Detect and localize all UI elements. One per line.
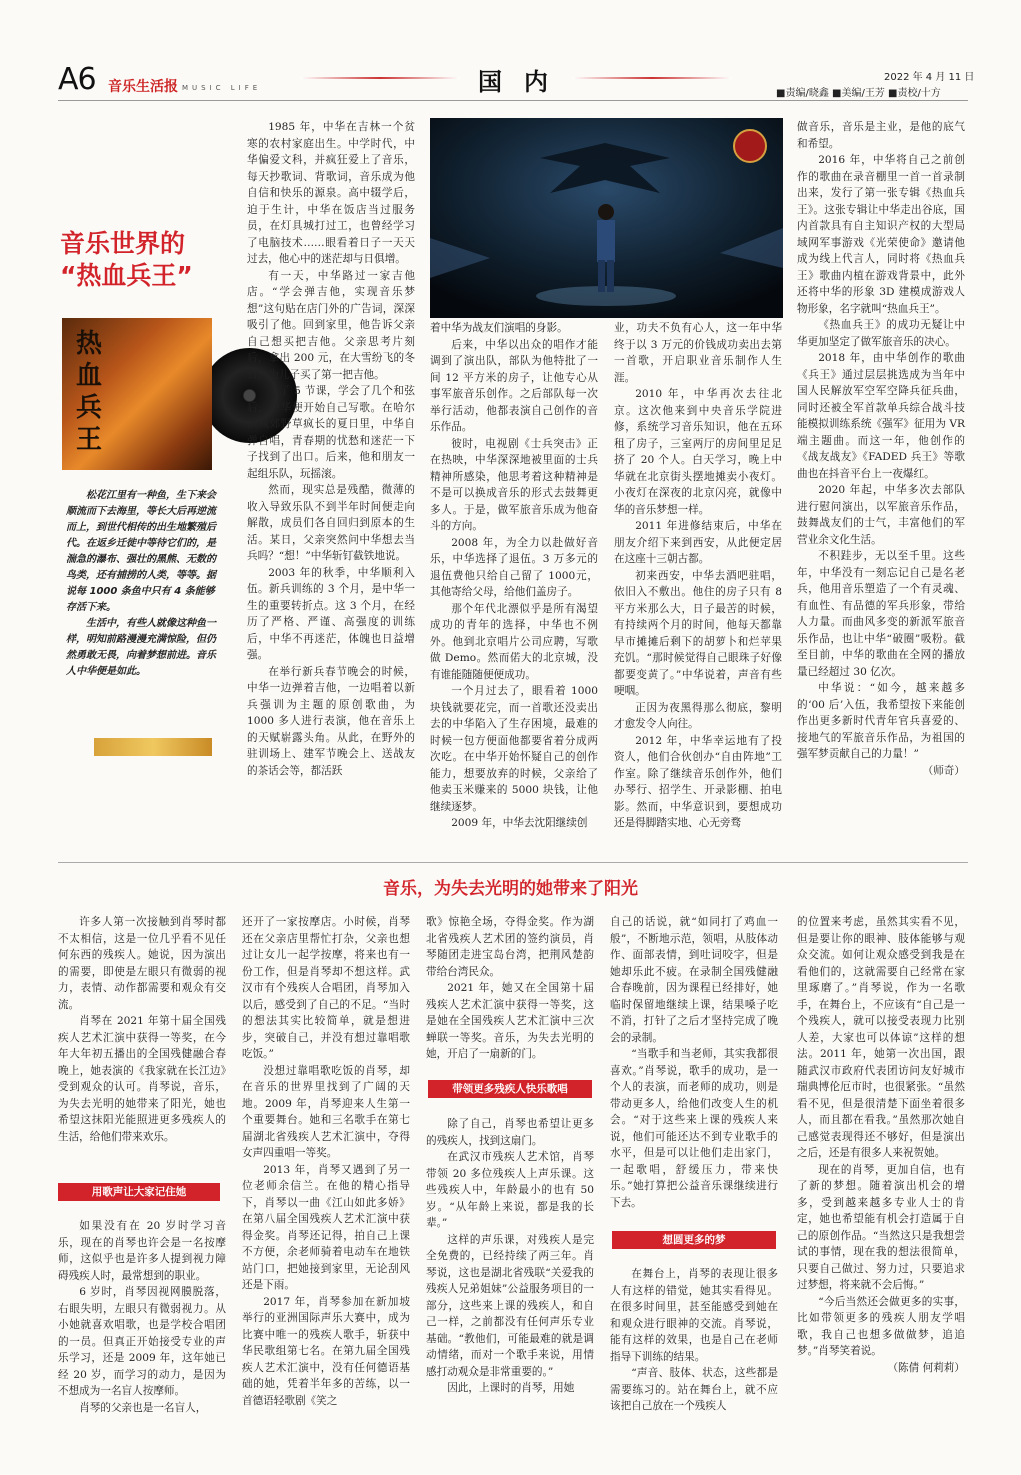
article1-signature: （师奇） [922, 764, 965, 777]
stage-performance-photo [430, 118, 783, 318]
article2-column-3: 歌》惊艳全场，夺得金奖。作为湖北省残疾人艺术团的签约演员，肖琴随团走进宝岛台湾，把荆风楚韵带给台湾民众。 2021 年，她又在全国第十届残疾人艺术汇演中获得一等奖，这是她在全国残疾人艺术汇演中三次蝉联一等奖。音乐，为失去光明的她，开启了一扇新的门。 [426, 916, 594, 1060]
article2-subheading-1: 用歌声让大家记住她 [58, 1183, 220, 1201]
article2-column-3b: 除了自己，肖琴也希望让更多的残疾人，找到这扇门。 在武汉市残疾人艺术馆，肖琴带领 20 多位残疾人上声乐课。这些残疾人中，年龄最小的也有 50 岁。“从年龄上来说，都是我的长辈。” 这样的声乐课，对残疾人是完全免费的，已经持续了两三年。肖琴说，这也是湖北省残联“关爱我的残疾人兄弟姐妹”公益服务项目的一部分，这些来上课的残疾人，和自己一样，之前都没有任何声乐专业基础。“教他们，可能最难的就是调动情绪，而对一个歌手来说，用情感打动观众是非常重要的。” 因此，上课时的肖琴，用她 [426, 1118, 594, 1394]
article1-title: 音乐世界的 “热血兵王” [60, 229, 193, 290]
article2-column-2: 还开了一家按摩店。小时候，肖琴还在父亲店里帮忙打杂，父亲也想过让女儿一起学按摩，将来也有一份工作，但是肖琴却不想这样。武汉市有个残疾人合唱团，肖琴加入以后，感受到了自己的不足。“当时的想法其实比较简单，就是想进步，突破自己，并没有想过靠唱歌吃饭。” 没想过靠唱歌吃饭的肖琴，却在音乐的世界里找到了广阔的天地。2009 年，肖琴迎来人生第一个重要舞台。她和三名歌手在第七届湖北省残疾人艺术汇演中，夺得女声四重唱一等奖。 2013 年，肖琴又遇到了另一位老师余信兰。在他的精心指导下，肖琴以一曲《江山如此多娇》在第八届全国残疾人艺术汇演中获得金奖。肖琴还记得，拍自己上课不方便，余老师骑着电动车在地铁站门口，把她接到家里，无论刮风还是下雨。 2017 年，肖琴参加在新加坡举行的亚洲国际声乐大赛中，成为比赛中唯一的残疾人歌手，斩获中华民歌组第七名。在第九届全国残疾人艺术汇演中，没有任何德语基础的她，凭着半年多的苦练，以一首德语轻歌剧《笑之 [242, 916, 410, 1407]
article2-column-4: 自己的话说，就“如同打了鸡血一般”，不断地示范，领唱，从肢体动作、面部表情，到吐词咬字，但是她却乐此不疲。在录制全国残健融合春晚前，因为课程已经排好，她临时保留地继续上课，结果嗓子吃不消，打针了之后才坚持完成了晚会的录制。 “当歌手和当老师，其实我都很喜欢。”肖琴说，歌手的成功，是一个人的表演，而老师的成功，则是带动更多人，给他们改变人生的机会。“对于这些来上课的残疾人来说，他们可能还达不到专业歌手的水平，但是可以让他们走出家门，一起歌唱，舒缓压力，带来快乐。”她打算把公益音乐课继续进行下去。 [610, 916, 778, 1209]
album-cover-image [62, 318, 212, 470]
article1-column-2: 着中华为战友们演唱的身影。 后来，中华以出众的唱作才能调到了演出队，部队为他特批了一间 12 平方米的房子，让他专心从事军旅音乐创作。之后部队每一次举行活动，他都表演自己创作的音乐作品。 彼时，电视剧《士兵突击》正在热映，中华深深地被里面的士兵精神所感染，他思考着这种精神是不是可以换成音乐的形式去鼓舞更多人。于是，做军旅音乐成为他奋斗的方向。 2008 年，为全力以赴做好音乐，中华选择了退伍。3 万多元的退伍费他只给自己留了 1000元，其他寄给父母，给他们盖房子。 那个年代北漂似乎是所有渴望成功的青年的选择，中华也不例外。他到北京唱片公司应聘，写歌做 Demo。然而偌大的北京城，没有谁能随随便便成功。 一个月过去了，眼看着 1000 块钱就要花完，而一首歌还没卖出去的中华陷入了生存困境，最难的时候一包方便面他都要省着分成两次吃。在中华开始怀疑自己的创作能力，想要放弃的时候，父亲给了他卖玉米赚来的 5000 块钱，让他继续逐梦。 2009 年，中华去沈阳继续创 [430, 322, 598, 829]
article2-column-5: 的位置来考虑，虽然其实看不见，但是要让你的眼神、肢体能够与观众交流。如何让观众感受到我是在看他们的，这就需要自己经常在家里琢磨了。”肖琴说，作为一名歌手，在舞台上，不应该有“自己是一个残疾人，就可以接受表现力比别人差，大家也可以体谅”这样的想法。2011 年，她第一次出国，跟随武汉市政府代表团访问友好城市瑞典博伦厄市时，也很紧张。“虽然看不见，但是很清楚下面坐着很多人，而且都在看我。”虽然那次她自己感觉表现得还不够好，但是演出之后，还是有很多人来祝贺她。 现在的肖琴，更加自信，也有了新的梦想。随着演出机会的增多，受到越来越多专业人士的肯定，她也希望能有机会打造属于自己的原创作品。“当然这只是我想尝试的事情，现在我的想法很简单，只要自己做过、努力过，只要追求过梦想，将来就不会后悔。” “今后当然还会做更多的实事，比如带领更多的残疾人朋友学唱歌，我自己也想多做做梦，追追梦。”肖琴笑着说。 （陈倩 何莉莉） [797, 914, 965, 1376]
article2-column-1: 许多人第一次接触到肖琴时都不太相信，这是一位几乎看不见任何东西的残疾人。她说，因为演出的需要，即使是左眼只有微弱的视力，表情、动作都需要和观众有交流。 肖琴在 2021 年第十届全国残疾人艺术汇演中获得一等奖，在今年大年初五播出的全国残健融合春晚上，她表演的《我家就在长江边》受到观众的认可。肖琴说，音乐，为失去光明的她带来了阳光，她也希望这抹阳光能照进更多残疾人的生活，给他们带来欢乐。 [58, 916, 226, 1143]
header-divider [58, 100, 968, 101]
article2-column-4b: 在舞台上，肖琴的表现让很多人有这样的错觉，她其实看得见。在很多时间里，甚至能感受到她在和观众进行眼神的交流。肖琴说，能有这样的效果，也是自己在老师指导下训练的结果。 “声音、肢体、状态，这些都是需要练习的。站在舞台上，就不应该把自己放在一个残疾人 [610, 1268, 778, 1412]
page-number: A6 [58, 62, 96, 97]
article1-column-3: 业，功夫不负有心人，这一年中华终于以 3 万元的价钱成功卖出去第一首歌，开启职业音乐制作人生涯。 2010 年，中华再次去往北京。这次他来到中央音乐学院进修，系统学习音乐知识，他在五环租了房子，三室两厅的房间里足足挤了 20 个人。白天学习，晚上中华就在北京街头摆地摊卖小夜灯。小夜灯在深夜的北京闪亮，就像中华的音乐梦想一样。 2011 年进修结束后，中华在朋友介绍下来到西安，从此便定居在这座十三朝古都。 初来西安，中华去酒吧驻唱，依旧入不敷出。他住的房子只有 8 平方米那么大，日子最苦的时候，有持续两个月的时间，他每天都靠早市摊摊后剩下的胡萝卜和烂苹果充饥。“那时候觉得自己眼珠子好像都要变黄了。”中华说着，声音有些哽咽。 正因为夜黑得那么彻底，黎明才愈发令人向往。 2012 年，中华幸运地有了投资人，他们合伙创办“自由阵地”工作室。除了继续音乐创作外，他们办琴行、招学生、开录影棚、拍电影。然而，中华意识到，要想成功还是得脚踏实地、心无旁骛 [614, 322, 782, 829]
article1-column-4: 做音乐，音乐是主业，是他的底气和希望。 2016 年，中华将自己之前创作的歌曲在录音棚里一首一首录制出来，发行了第一张专辑《热血兵王》。这张专辑让中华走出谷底，国内首款具有自主知识产权的大型局域网军事游戏《光荣使命》邀请他成为线上代言人，同时将《热血兵王》歌曲内植在游戏背景中，此外还将中华的形象 3D 建模成游戏人物形象，名字就叫“热血兵王”。 《热血兵王》的成功无疑让中华更加坚定了做军旅音乐的决心。 2018 年，由中华创作的歌曲《兵王》通过层层挑选成为当年中国人民解放军空军空降兵征兵曲，同时还被全军首款单兵综合战斗技能模拟训练系统《强军》征用为 VR 端主题曲。而这一年，他创作的《战友战友》《FADED 兵王》等歌曲也在抖音平台上一夜爆红。 2020 年起，中华多次去部队进行慰问演出，以军旅音乐作品，鼓舞战友们的士气，丰富他们的军营业余文化生活。 不积跬步，无以至千里。这些年，中华没有一刻忘记自己是名老兵，他用音乐塑造了一个有灵魂、有血性、有品德的军兵形象，带给人力量。而曲风多变的新派军旅音乐作品，也让中华“破圈”吸粉。截至目前，中华的歌曲在全网的播放量已经超过 30 亿次。 中华说：“如今，越来越多的‘00 后’入伍，我希望按下来能创作出更多新时代青年官兵喜爱的、接地气的军旅音乐作品，为祖国的强军梦贡献自己的力量！” （师奇） [797, 119, 965, 779]
article2-column-1b: 如果没有在 20 岁时学习音乐，现在的肖琴也许会是一名按摩师，这似乎也是许多人提到视力障碍残疾人时，最常想到的职业。 6 岁时，肖琴因视网膜脱落，右眼失明，左眼只有微弱视力。从小她就喜欢唱歌，也是学校合唱团的一员。但真正开始接受专业的声乐学习，还是 2009 年，这年她已经 20 岁，而学习的动力，是因为不想成为一名盲人按摩师。 肖琴的父亲也是一名盲人， [58, 1220, 226, 1414]
article2-signature: （陈倩 何莉莉） [887, 1361, 965, 1374]
article2-subheading-2: 带领更多残疾人快乐歌唱 [428, 1080, 592, 1098]
article1-column-1: 1985 年，中华在吉林一个贫寒的农村家庭出生。中学时代，中华偏爱文科，并疯狂爱上了音乐，每天抄歌词、背歌词，音乐成为他自信和快乐的源泉。高中辍学后，迫于生计，中华在饭店当过服务员，在灯具城打过工，也曾经学习了电脑技术……眼看着日子一天天过去，他心中的迷茫却与日俱增。 有一天，中华路过一家吉他店。“学会弹吉他，实现音乐梦想”这句贴在店门外的广告词，深深吸引了他。回到家里，他告诉父亲自己想买把吉他。父亲思考片刻后，拿出 200 元，在大雪纷飞的冬日，为儿子买了第一把吉他。 上了 5 节课，学会了几个和弦后，中华便开始自己写歌。在哈尔滨城郊野草疯长的夏日里，中华自弹自唱，青春期的忧愁和迷茫一下子找到了出口。后来，他和朋友一起组乐队，玩摇滚。 然而，现实总是残酷，微薄的收入导致乐队不到半年时间便走向解散，成员们各自回归到原本的生活。某日，父亲突然问中华想去当兵吗？“想！”中华斩钉截铁地说。 2003 年的秋季，中华顺利入伍。新兵训练的 3 个月，是中华一生的重要转折点。这 3 个月，在经历了严格、严谨、高强度的训练后，中华不再迷茫，体魄也日益增强。 在举行新兵春节晚会的时候，中华一边弹着吉他，一边唱着以新兵强训为主题的原创歌曲，为 1000 多人进行表演，他在音乐上的天赋崭露头角。从此，在野外的驻训场上、建军节晚会上、送战友的茶话会等，都活跃 [247, 121, 415, 777]
newspaper-english-name: MUSIC LIFE [182, 84, 262, 92]
article2-subheading-3: 想圆更多的梦 [612, 1231, 776, 1249]
section-title: 国内 [478, 67, 570, 96]
header-rule-right [572, 77, 732, 79]
issue-date: 2022 年 4 月 11 日 [884, 72, 975, 83]
header-rule-left [300, 77, 460, 79]
article-divider [58, 862, 968, 863]
newspaper-name: 音乐生活报 [108, 79, 178, 95]
editor-credits: ■责编/晓鑫 ■美编/王芳 ■责校/十方 [776, 88, 941, 99]
cover-calligraphy: 热血兵王 [76, 329, 103, 455]
article1-intro: 松花江里有一种鱼，生下来会顺流而下去海里，等长大后再逆流而上，到世代相传的出生地繁殖后代。在返乡迁徙中等待它们的，是湍急的瀑布、强壮的黑熊、无数的鸟类，还有捕捞的人类，等等。据说每 1000 条鱼中只有 4 条能够存活下来。 生活中，有些人就像这种鱼一样，明知前路漫漫充满惊险，但仍然勇敢无畏，向着梦想前进。音乐人中华便是如此。 [66, 490, 216, 677]
article2-title: 音乐，为失去光明的她带来了阳光 [383, 879, 638, 899]
decorative-gold-bar [94, 738, 212, 756]
